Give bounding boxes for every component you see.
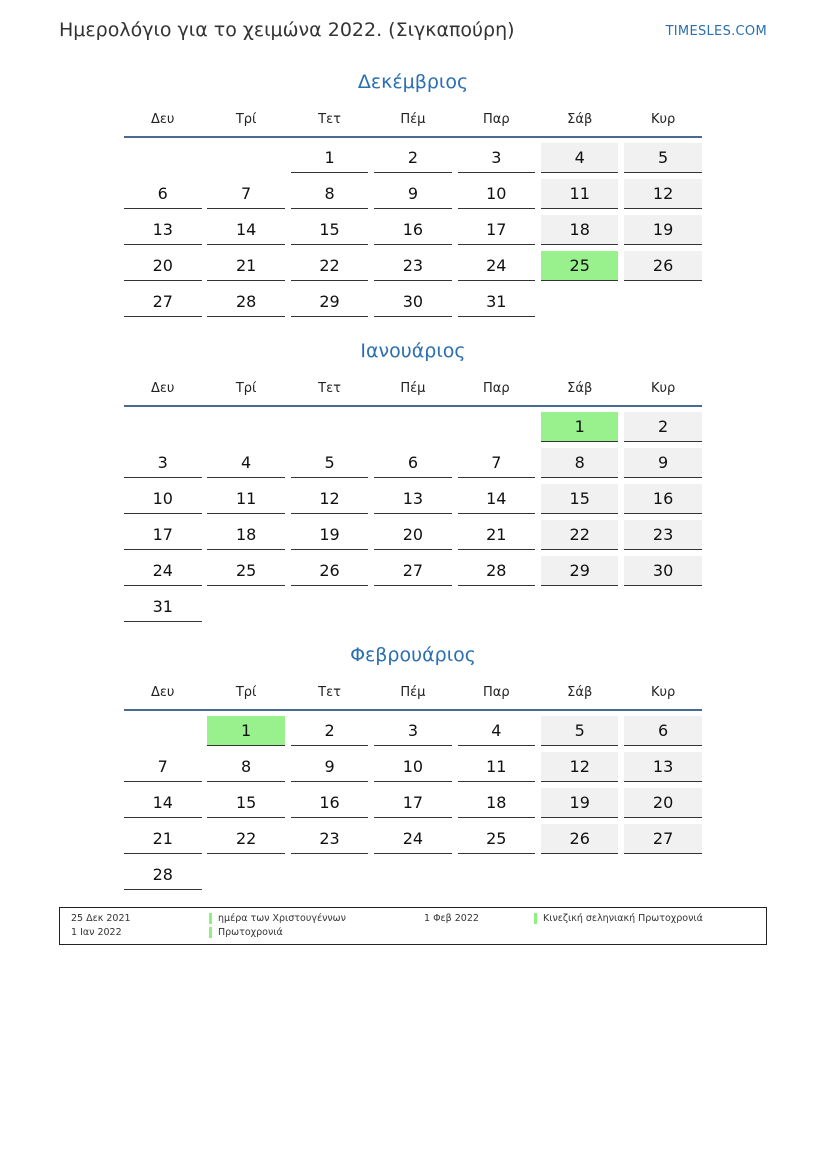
day-cell: 29 [541, 556, 619, 586]
weekday-label: Πέμ [400, 685, 426, 700]
day-cell: 16 [374, 215, 452, 245]
day-cell: 22 [291, 251, 369, 281]
day-cell: 8 [291, 179, 369, 209]
day-cell: 18 [458, 788, 536, 818]
legend-holiday-name: Πρωτοχρονιά [209, 927, 283, 938]
day-cell: 22 [541, 520, 619, 550]
day-cell: 13 [124, 215, 202, 245]
day-cell: 19 [291, 520, 369, 550]
day-cell: 12 [541, 752, 619, 782]
day-cell: 11 [207, 484, 285, 514]
weekday-label: Πέμ [400, 381, 426, 396]
day-cell: 30 [624, 556, 702, 586]
day-cell: 7 [124, 752, 202, 782]
legend-date: 1 Ιαν 2022 [71, 927, 122, 938]
weekday-label: Παρ [483, 381, 510, 396]
day-cell: 25 [458, 824, 536, 854]
empty-cell [124, 716, 202, 746]
day-cell: 13 [624, 752, 702, 782]
page-title: Ημερολόγιο για το χειμώνα 2022. (Σιγκαπούρη) [59, 19, 515, 41]
day-cell: 10 [458, 179, 536, 209]
day-cell: 14 [458, 484, 536, 514]
weekday-header [124, 372, 702, 407]
empty-cell [291, 412, 369, 442]
day-cell: 17 [374, 788, 452, 818]
weekday-label: Τετ [318, 685, 341, 700]
brand-link[interactable]: TIMESLES.COM [665, 24, 767, 39]
day-cell: 1 [291, 143, 369, 173]
weekday-label: Παρ [483, 112, 510, 127]
day-cell: 5 [291, 448, 369, 478]
day-cell: 9 [374, 179, 452, 209]
weekday-label: Δευ [151, 112, 175, 127]
weekday-label: Τετ [318, 381, 341, 396]
day-cell: 12 [291, 484, 369, 514]
day-cell: 5 [541, 716, 619, 746]
day-cell: 21 [124, 824, 202, 854]
day-cell: 15 [541, 484, 619, 514]
day-cell: 21 [458, 520, 536, 550]
day-cell: 20 [624, 788, 702, 818]
day-cell: 27 [374, 556, 452, 586]
day-cell: 9 [624, 448, 702, 478]
day-cell: 26 [624, 251, 702, 281]
day-cell: 26 [291, 556, 369, 586]
day-cell: 8 [207, 752, 285, 782]
weekday-label: Σάβ [567, 685, 593, 700]
day-cell: 6 [374, 448, 452, 478]
day-cell: 2 [374, 143, 452, 173]
weekday-label: Σάβ [567, 381, 593, 396]
day-cell: 8 [541, 448, 619, 478]
empty-cell [124, 143, 202, 173]
empty-cell [124, 412, 202, 442]
day-cell: 28 [124, 860, 202, 890]
day-cell: 30 [374, 287, 452, 317]
weekday-label: Τετ [318, 112, 341, 127]
weekday-label: Κυρ [650, 685, 676, 700]
day-cell: 28 [458, 556, 536, 586]
day-cell: 4 [207, 448, 285, 478]
day-cell: 7 [458, 448, 536, 478]
day-cell: 17 [458, 215, 536, 245]
holiday-day-cell: 1 [541, 412, 619, 442]
day-cell: 2 [291, 716, 369, 746]
day-cell: 11 [458, 752, 536, 782]
holiday-legend [59, 907, 767, 945]
day-cell: 12 [624, 179, 702, 209]
month-title: Δεκέμβριος [357, 71, 469, 93]
day-cell: 23 [291, 824, 369, 854]
weekday-label: Παρ [483, 685, 510, 700]
day-cell: 24 [374, 824, 452, 854]
day-cell: 28 [207, 287, 285, 317]
day-cell: 20 [124, 251, 202, 281]
day-grid [124, 143, 702, 317]
day-cell: 15 [291, 215, 369, 245]
day-cell: 26 [541, 824, 619, 854]
month-title: Φεβρουάριος [350, 644, 476, 666]
weekday-header [124, 103, 702, 138]
day-cell: 29 [291, 287, 369, 317]
day-cell: 31 [124, 592, 202, 622]
weekday-label: Δευ [151, 381, 175, 396]
empty-cell [207, 143, 285, 173]
weekday-label: Πέμ [400, 112, 426, 127]
day-cell: 24 [458, 251, 536, 281]
month-title: Ιανουάριος [360, 340, 466, 362]
day-cell: 18 [541, 215, 619, 245]
legend-holiday-name: ημέρα των Χριστουγέννων [209, 913, 346, 924]
day-cell: 11 [541, 179, 619, 209]
holiday-day-cell: 1 [207, 716, 285, 746]
day-cell: 4 [458, 716, 536, 746]
empty-cell [207, 412, 285, 442]
day-cell: 5 [624, 143, 702, 173]
day-cell: 23 [624, 520, 702, 550]
weekday-label: Τρί [235, 112, 257, 127]
weekday-label: Κυρ [650, 112, 676, 127]
day-cell: 31 [458, 287, 536, 317]
day-cell: 24 [124, 556, 202, 586]
day-cell: 14 [124, 788, 202, 818]
legend-holiday-name: Κινεζική σεληνιακή Πρωτοχρονιά [534, 913, 703, 924]
day-cell: 18 [207, 520, 285, 550]
month-december [124, 67, 702, 317]
day-cell: 19 [541, 788, 619, 818]
day-cell: 3 [458, 143, 536, 173]
legend-date: 25 Δεκ 2021 [71, 913, 131, 924]
empty-cell [374, 412, 452, 442]
day-cell: 15 [207, 788, 285, 818]
day-cell: 17 [124, 520, 202, 550]
day-cell: 4 [541, 143, 619, 173]
weekday-header [124, 676, 702, 711]
day-cell: 27 [124, 287, 202, 317]
day-cell: 3 [374, 716, 452, 746]
day-cell: 6 [624, 716, 702, 746]
day-cell: 27 [624, 824, 702, 854]
holiday-day-cell: 25 [541, 251, 619, 281]
day-cell: 2 [624, 412, 702, 442]
day-cell: 19 [624, 215, 702, 245]
day-cell: 22 [207, 824, 285, 854]
weekday-label: Δευ [151, 685, 175, 700]
weekday-label: Κυρ [650, 381, 676, 396]
weekday-label: Τρί [235, 381, 257, 396]
day-grid [124, 412, 702, 622]
day-cell: 23 [374, 251, 452, 281]
day-grid [124, 716, 702, 890]
weekday-label: Σάβ [567, 112, 593, 127]
weekday-label: Τρί [235, 685, 257, 700]
empty-cell [458, 412, 536, 442]
day-cell: 6 [124, 179, 202, 209]
day-cell: 21 [207, 251, 285, 281]
day-cell: 9 [291, 752, 369, 782]
day-cell: 7 [207, 179, 285, 209]
day-cell: 13 [374, 484, 452, 514]
day-cell: 16 [291, 788, 369, 818]
day-cell: 20 [374, 520, 452, 550]
day-cell: 10 [374, 752, 452, 782]
month-january [124, 336, 702, 622]
legend-date: 1 Φεβ 2022 [424, 913, 479, 924]
day-cell: 14 [207, 215, 285, 245]
day-cell: 3 [124, 448, 202, 478]
day-cell: 16 [624, 484, 702, 514]
month-february [124, 640, 702, 890]
day-cell: 25 [207, 556, 285, 586]
day-cell: 10 [124, 484, 202, 514]
